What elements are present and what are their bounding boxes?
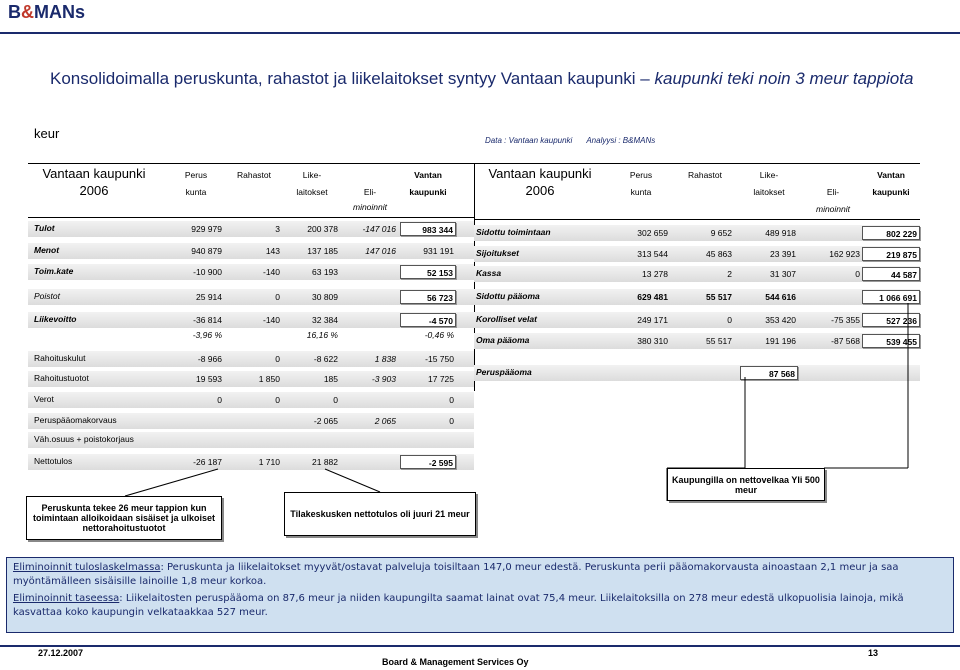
- row-label: Peruspääomakorvaus: [34, 415, 117, 425]
- table-cell: 3: [275, 224, 280, 234]
- table-cell: 0: [855, 269, 860, 279]
- table-cell: 25 914: [196, 292, 222, 302]
- table-cell: 2: [727, 269, 732, 279]
- table-cell: -140: [262, 267, 280, 277]
- table-cell: 527 236: [862, 313, 920, 327]
- table-cell: 13 278: [642, 269, 668, 279]
- table-cell: 1 838: [374, 354, 396, 364]
- table-cell: 539 455: [862, 334, 920, 348]
- r-col-header-eliminoinnit-2: minoinnit: [815, 204, 851, 214]
- r-col-header-vantaa-2: kaupunki: [872, 187, 910, 197]
- table-cell: 52 153: [400, 265, 456, 279]
- table-cell: 32 384: [312, 315, 338, 325]
- col-header-eliminoinnit-2: minoinnit: [352, 202, 388, 212]
- col-header-liikelaitokset: Like-: [302, 170, 322, 180]
- explanation-box: [6, 557, 954, 633]
- row-label: Menot: [34, 245, 60, 255]
- table-cell: 940 879: [191, 246, 222, 256]
- table-cell: 0: [275, 292, 280, 302]
- table-cell: -26 187: [193, 457, 222, 467]
- table-cell: 983 344: [400, 222, 456, 236]
- unit-label: keur: [34, 126, 60, 141]
- r-col-header-rahastot: Rahastot: [687, 170, 723, 180]
- table-cell: 200 378: [307, 224, 338, 234]
- table-cell: 489 918: [765, 228, 796, 238]
- table-cell: 929 979: [191, 224, 222, 234]
- table-cell: -8 622: [313, 354, 338, 364]
- table-cell: -10 900: [193, 267, 222, 277]
- table-cell: -2 065: [313, 416, 338, 426]
- r-col-header-peruskunta: Perus: [629, 170, 653, 180]
- table-cell: 1 850: [258, 374, 280, 384]
- table-cell: 313 544: [637, 249, 668, 259]
- table-cell: 16,16 %: [306, 330, 338, 340]
- row-label: Rahoitustuotot: [34, 373, 89, 383]
- table-cell: 185: [323, 374, 338, 384]
- row-label: Peruspääoma: [476, 367, 532, 377]
- explanation-2: : Liikelaitosten peruspääoma on 87,6 meur ja niiden kaupungilta saamat lainat ovat 75,4 meur. Liikelaitoksilla on 278 meur edestä ulkopuolisia lainoja, mikä kasvattaa koko kaupungin velkataakkaa 527 meur.: [13, 593, 904, 618]
- footer-date: 27.12.2007: [38, 648, 84, 658]
- table-cell: 87 568: [740, 366, 798, 380]
- col-header-vantaa-2: kaupunki: [409, 187, 447, 197]
- table-cell: -3,96 %: [192, 330, 222, 340]
- table-cell: 0: [217, 395, 222, 405]
- table-cell: -75 355: [831, 315, 860, 325]
- table-cell: 162 923: [829, 249, 860, 259]
- note-tilakeskus: Tilakeskusken nettotulos oli juuri 21 meur: [284, 492, 476, 536]
- table-cell: 219 875: [862, 247, 920, 261]
- right-table-year: 2006: [525, 183, 555, 198]
- table-cell: -36 814: [193, 315, 222, 325]
- col-header-rahastot: Rahastot: [236, 170, 272, 180]
- r-col-header-vantaa: Vantan: [877, 170, 905, 180]
- table-cell: 302 659: [637, 228, 668, 238]
- table-cell: -2 595: [400, 455, 456, 469]
- row-label: Verot: [34, 394, 54, 404]
- right-table-title: Vantaan kaupunki: [488, 166, 592, 181]
- col-header-peruskunta-2: kunta: [185, 187, 207, 197]
- table-cell: 9 652: [710, 228, 732, 238]
- table-cell: 380 310: [637, 336, 668, 346]
- table-cell: 2 065: [374, 416, 396, 426]
- table-cell: -8 966: [197, 354, 222, 364]
- table-cell: -3 903: [371, 374, 396, 384]
- table-cell: 23 391: [770, 249, 796, 259]
- table-cell: 31 307: [770, 269, 796, 279]
- r-col-header-eliminoinnit: Eli-: [826, 187, 840, 197]
- brand-logo: B&MANs: [8, 2, 86, 22]
- col-header-eliminoinnit: Eli-: [363, 187, 377, 197]
- table-cell: 249 171: [637, 315, 668, 325]
- source-note: Data : Vantaan kaupunki Analyysi : B&MANs: [485, 136, 656, 145]
- note-nettovelka: Kaupungilla on nettovelkaa Yli 500 meur: [667, 468, 825, 501]
- table-cell: 0: [727, 315, 732, 325]
- table-cell: 19 593: [196, 374, 222, 384]
- table-cell: 44 587: [862, 267, 920, 281]
- row-label: Sidottu toimintaan: [476, 227, 551, 237]
- table-cell: 0: [275, 395, 280, 405]
- col-header-vantaa: Vantan: [414, 170, 442, 180]
- col-header-liikelaitokset-2: laitokset: [296, 187, 328, 197]
- row-label: Rahoituskulut: [34, 353, 86, 363]
- r-col-header-liikelaitokset: Like-: [759, 170, 779, 180]
- row-label: Sidottu pääoma: [476, 291, 540, 301]
- table-cell: -4 570: [400, 313, 456, 327]
- table-cell: 191 196: [765, 336, 796, 346]
- footer-company: Board & Management Services Oy: [382, 657, 529, 667]
- left-table-year: 2006: [79, 183, 109, 198]
- explanation-1-title: Eliminoinnit tuloslaskelmassa: [13, 562, 161, 573]
- table-cell: 55 517: [706, 336, 732, 346]
- left-table-title: Vantaan kaupunki: [42, 166, 146, 181]
- note-peruskunta: Peruskunta tekee 26 meur tappion kun toimintaan alloikoidaan sisäiset ja ulkoiset nettorahoitustuotot: [26, 496, 222, 540]
- table-cell: 63 193: [312, 267, 338, 277]
- row-label: Toim.kate: [34, 266, 74, 276]
- table-cell: 353 420: [765, 315, 796, 325]
- table-cell: 931 191: [423, 246, 454, 256]
- col-header-peruskunta: Perus: [184, 170, 208, 180]
- page-number: 13: [868, 648, 879, 658]
- row-label: Korolliset velat: [476, 314, 537, 324]
- explanation-2-title: Eliminoinnit taseessa: [13, 593, 120, 604]
- table-cell: 143: [265, 246, 280, 256]
- table-cell: 0: [449, 395, 454, 405]
- table-cell: 45 863: [706, 249, 732, 259]
- explanation-1: : Peruskunta ja liikelaitokset myyvät/ostavat palveluja toisiltaan 147,0 meur edestä. Peruskunta perii pääomakorvausta ainoastaan 2,1 meur ja saa myöntämälleen sisäisille lainoille 1,8 meur korkoa.: [13, 562, 899, 587]
- row-label: Nettotulos: [34, 456, 73, 466]
- r-col-header-peruskunta-2: kunta: [630, 187, 652, 197]
- table-cell: 55 517: [706, 292, 732, 302]
- table-cell: 56 723: [400, 290, 456, 304]
- table-cell: -0,46 %: [424, 330, 454, 340]
- footer-rule: [0, 645, 960, 647]
- table-cell: -15 750: [425, 354, 454, 364]
- table-cell: -147 016: [362, 224, 396, 234]
- table-cell: 1 066 691: [862, 290, 920, 304]
- row-label: Oma pääoma: [476, 335, 530, 345]
- table-cell: 137 185: [307, 246, 338, 256]
- row-label: Kassa: [476, 268, 502, 278]
- table-cell: 629 481: [637, 292, 668, 302]
- table-cell: 802 229: [862, 226, 920, 240]
- row-label: Väh.osuus + poistokorjaus: [34, 434, 134, 444]
- table-cell: 1 710: [258, 457, 280, 467]
- row-label: Poistot: [34, 291, 60, 301]
- table-cell: -87 568: [831, 336, 860, 346]
- table-cell: 0: [275, 354, 280, 364]
- table-cell: -140: [262, 315, 280, 325]
- table-cell: 147 016: [365, 246, 396, 256]
- table-cell: 21 882: [312, 457, 338, 467]
- table-cell: 30 809: [312, 292, 338, 302]
- page-title: Konsolidoimalla peruskunta, rahastot ja liikelaitokset syntyy Vantaan kaupunki – kaupunki teki noin 3 meur tappiota: [50, 69, 914, 88]
- table-cell: 0: [449, 416, 454, 426]
- table-cell: 0: [333, 395, 338, 405]
- table-cell: 17 725: [428, 374, 454, 384]
- row-label: Sijoitukset: [476, 248, 519, 258]
- table-cell: 544 616: [765, 292, 796, 302]
- row-label: Tulot: [34, 223, 55, 233]
- r-col-header-liikelaitokset-2: laitokset: [753, 187, 785, 197]
- row-label: Liikevoitto: [34, 314, 77, 324]
